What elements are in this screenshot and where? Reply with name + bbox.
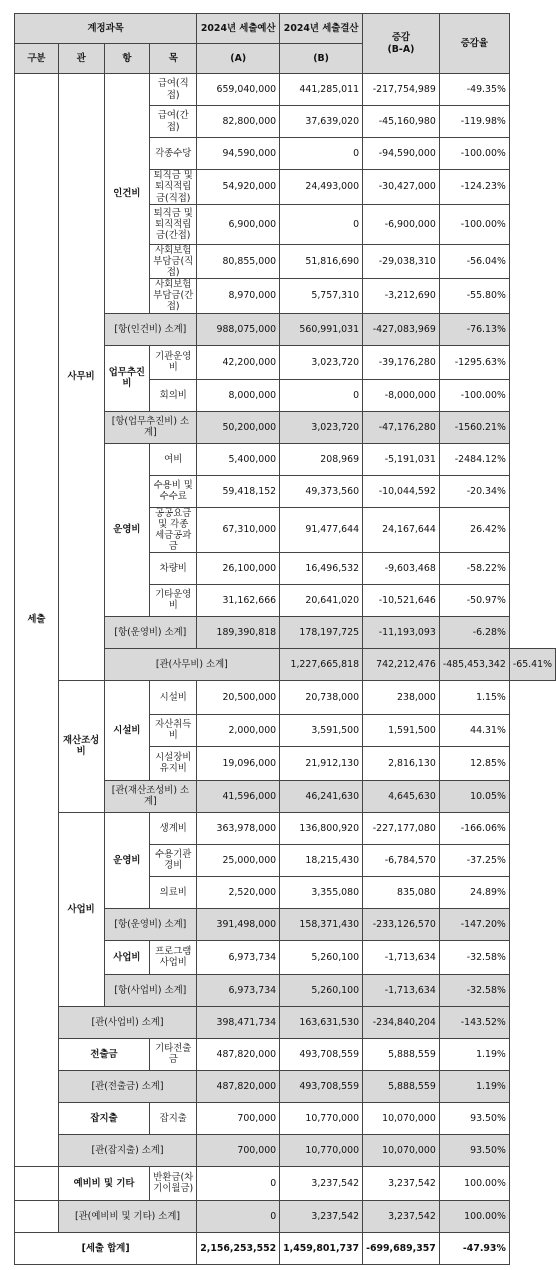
settlement-cell: 20,641,020 — [280, 584, 363, 616]
diff-cell: -29,038,310 — [363, 245, 440, 279]
rate-cell: -50.97% — [439, 584, 509, 616]
settlement-cell: 493,708,559 — [280, 1038, 363, 1070]
settlement-cell: 3,023,720 — [280, 411, 363, 443]
diff-cell: -427,083,969 — [363, 313, 440, 345]
settlement-cell: 441,285,011 — [280, 74, 363, 106]
settlement-cell: 742,212,476 — [363, 648, 440, 680]
budget-cell: 988,075,000 — [197, 313, 280, 345]
mok-cell: 퇴직금 및 퇴직적립금(직접) — [150, 170, 197, 205]
account-header: 계정과목 — [15, 14, 197, 44]
diff-cell: 2,816,130 — [363, 746, 440, 780]
budget-cell: 659,040,000 — [197, 74, 280, 106]
mok-cell: 시설비 — [150, 680, 197, 714]
mok-cell: 각종수당 — [150, 138, 197, 170]
rate-cell: -1560.21% — [439, 411, 509, 443]
diff-cell: -1,713,634 — [363, 940, 440, 974]
rate-cell: 44.31% — [439, 714, 509, 746]
mok-cell: 기관운영비 — [150, 345, 197, 379]
settlement-cell: 136,800,920 — [280, 812, 363, 844]
budget-cell: 391,498,000 — [197, 908, 280, 940]
diff-cell: -234,840,204 — [363, 1006, 440, 1038]
budget-cell: 6,973,734 — [197, 974, 280, 1006]
subtotal-label: [항(업무추진비) 소계] — [104, 411, 197, 443]
diff-cell: -1,713,634 — [363, 974, 440, 1006]
settlement-cell: 16,496,532 — [280, 552, 363, 584]
budget-cell: 26,100,000 — [197, 552, 280, 584]
settlement-code: (B) — [280, 44, 363, 74]
mok-cell: 사회보험부담금(직접) — [150, 245, 197, 279]
subtotal-label: [항(운영비) 소계] — [104, 616, 197, 648]
subtotal-label: [관(전출금) 소계] — [58, 1070, 196, 1102]
rate-cell: 12.85% — [439, 746, 509, 780]
rate-cell: -1295.63% — [439, 345, 509, 379]
mok-header: 목 — [150, 44, 197, 74]
rate-cell: -147.20% — [439, 908, 509, 940]
rate-cell: 1.19% — [439, 1070, 509, 1102]
settlement-cell: 3,023,720 — [280, 345, 363, 379]
diff-cell: -94,590,000 — [363, 138, 440, 170]
settlement-cell: 0 — [280, 379, 363, 411]
rate-cell: 1.15% — [439, 680, 509, 714]
table-row — [15, 680, 556, 714]
diff-cell: -11,193,093 — [363, 616, 440, 648]
diff-cell: 10,070,000 — [363, 1134, 440, 1166]
diff-cell: 4,645,630 — [363, 780, 440, 812]
diff-cell: -233,126,570 — [363, 908, 440, 940]
mok-cell: 기타운영비 — [150, 584, 197, 616]
subtotal-label: [관(사업비) 소계] — [58, 1006, 196, 1038]
diff-cell: 5,888,559 — [363, 1038, 440, 1070]
hang-ingeonbi: 인건비 — [104, 74, 150, 314]
settlement-cell: 1,459,801,737 — [280, 1232, 363, 1264]
mok-cell: 급여(간접) — [150, 106, 197, 138]
gubun-sechul: 세출 — [15, 74, 59, 1167]
budget-cell: 398,471,734 — [197, 1006, 280, 1038]
settlement-cell: 208,969 — [280, 443, 363, 475]
diff-header-label: 증감 — [391, 32, 410, 44]
mok-cell: 수용기관경비 — [150, 844, 197, 876]
subtotal-label: [항(사업비) 소계] — [104, 974, 197, 1006]
settlement-cell: 493,708,559 — [280, 1070, 363, 1102]
budget-cell: 25,000,000 — [197, 844, 280, 876]
hang-eopmu: 업무추진비 — [104, 345, 150, 411]
settlement-cell: 18,215,430 — [280, 844, 363, 876]
settlement-cell: 24,493,000 — [280, 170, 363, 205]
hang-saeopbi: 사업비 — [104, 940, 150, 974]
mok-cell: 여비 — [150, 443, 197, 475]
gwan-subtotal-row — [15, 1134, 556, 1166]
budget-cell: 80,855,000 — [197, 245, 280, 279]
settlement-cell: 0 — [280, 138, 363, 170]
budget-cell: 1,227,665,818 — [280, 648, 363, 680]
mok-cell: 잡지출 — [150, 1102, 197, 1134]
budget-cell: 2,000,000 — [197, 714, 280, 746]
rate-cell: 10.05% — [439, 780, 509, 812]
rate-cell: -56.04% — [439, 245, 509, 279]
rate-cell: 26.42% — [439, 507, 509, 552]
table-row — [15, 1102, 556, 1134]
mok-cell: 의료비 — [150, 876, 197, 908]
budget-cell: 54,920,000 — [197, 170, 280, 205]
rate-cell: -124.23% — [439, 170, 509, 205]
rate-cell: -20.34% — [439, 475, 509, 507]
subtotal-label: [관(예비비 및 기타) 소계] — [58, 1200, 196, 1232]
rate-cell: -58.22% — [439, 552, 509, 584]
settlement-cell: 46,241,630 — [280, 780, 363, 812]
mok-cell: 시설장비유지비 — [150, 746, 197, 780]
diff-cell: -30,427,000 — [363, 170, 440, 205]
gwan-jaesan: 재산조성비 — [58, 680, 104, 812]
budget-cell: 59,418,152 — [197, 475, 280, 507]
budget-cell: 67,310,000 — [197, 507, 280, 552]
settlement-cell: 91,477,644 — [280, 507, 363, 552]
budget-cell: 700,000 — [197, 1134, 280, 1166]
diff-cell: 3,237,542 — [363, 1200, 440, 1232]
subtotal-label: [관(잡지출) 소계] — [58, 1134, 196, 1166]
rate-cell: 93.50% — [439, 1102, 509, 1134]
budget-cell: 0 — [197, 1200, 280, 1232]
diff-cell: -6,784,570 — [363, 844, 440, 876]
table-row — [15, 1038, 556, 1070]
budget-cell: 94,590,000 — [197, 138, 280, 170]
grand-total-label: [세출 합계] — [15, 1232, 197, 1264]
diff-cell: 3,237,542 — [363, 1166, 440, 1200]
rate-cell: -32.58% — [439, 940, 509, 974]
gubun-header: 구분 — [15, 44, 59, 74]
gubun-blank — [15, 1166, 59, 1200]
rate-cell: 100.00% — [439, 1200, 509, 1232]
rate-cell: 24.89% — [439, 876, 509, 908]
diff-cell: 1,591,500 — [363, 714, 440, 746]
diff-cell: -5,191,031 — [363, 443, 440, 475]
settlement-cell: 178,197,725 — [280, 616, 363, 648]
rate-cell: -100.00% — [439, 138, 509, 170]
settlement-cell: 158,371,430 — [280, 908, 363, 940]
budget-cell: 0 — [197, 1166, 280, 1200]
budget-cell: 20,500,000 — [197, 680, 280, 714]
rate-cell: -76.13% — [439, 313, 509, 345]
diff-cell: -45,160,980 — [363, 106, 440, 138]
budget-cell: 82,800,000 — [197, 106, 280, 138]
settlement-cell: 10,770,000 — [280, 1102, 363, 1134]
diff-cell: -217,754,989 — [363, 74, 440, 106]
diff-cell: -699,689,357 — [363, 1232, 440, 1264]
rate-cell: -49.35% — [439, 74, 509, 106]
settlement-header: 2024년 세출결산 — [280, 14, 363, 44]
diff-cell: -485,453,342 — [439, 648, 509, 680]
mok-cell: 급여(직접) — [150, 74, 197, 106]
mok-cell: 프로그램 사업비 — [150, 940, 197, 974]
rate-cell: -6.28% — [439, 616, 509, 648]
diff-cell: -3,212,690 — [363, 279, 440, 313]
rate-cell: -119.98% — [439, 106, 509, 138]
subtotal-label: [항(인건비) 소계] — [104, 313, 197, 345]
subtotal-label: [관(사무비) 소계] — [104, 648, 280, 680]
settlement-cell: 51,816,690 — [280, 245, 363, 279]
budget-cell: 487,820,000 — [197, 1038, 280, 1070]
rate-cell: 1.19% — [439, 1038, 509, 1070]
diff-cell: -47,176,280 — [363, 411, 440, 443]
table-row — [15, 74, 556, 106]
budget-cell: 363,978,000 — [197, 812, 280, 844]
budget-cell: 42,200,000 — [197, 345, 280, 379]
budget-cell: 19,096,000 — [197, 746, 280, 780]
gwan-header: 관 — [58, 44, 104, 74]
settlement-cell: 0 — [280, 205, 363, 245]
gwan-subtotal-row — [15, 1006, 556, 1038]
budget-cell: 41,596,000 — [197, 780, 280, 812]
hang-unyeong: 운영비 — [104, 443, 150, 616]
diff-cell: -227,177,080 — [363, 812, 440, 844]
diff-cell: 835,080 — [363, 876, 440, 908]
header-row-1 — [15, 14, 556, 44]
budget-cell: 5,400,000 — [197, 443, 280, 475]
diff-cell: 238,000 — [363, 680, 440, 714]
budget-cell: 2,520,000 — [197, 876, 280, 908]
gwan-japji: 잡지출 — [58, 1102, 149, 1134]
rate-cell: 100.00% — [439, 1166, 509, 1200]
diff-cell: -10,044,592 — [363, 475, 440, 507]
settlement-cell: 5,757,310 — [280, 279, 363, 313]
diff-cell: 5,888,559 — [363, 1070, 440, 1102]
expenditure-table-container — [14, 13, 556, 1265]
gwan-subtotal-row — [15, 1200, 556, 1232]
rate-cell: -2484.12% — [439, 443, 509, 475]
mok-cell: 차량비 — [150, 552, 197, 584]
diff-cell: -9,603,468 — [363, 552, 440, 584]
budget-cell: 487,820,000 — [197, 1070, 280, 1102]
rate-cell: -55.80% — [439, 279, 509, 313]
budget-cell: 31,162,666 — [197, 584, 280, 616]
hang-siseolbi: 시설비 — [104, 680, 150, 780]
grand-total-row — [15, 1232, 556, 1264]
budget-cell: 189,390,818 — [197, 616, 280, 648]
subtotal-label: [관(재산조성비) 소계] — [104, 780, 197, 812]
budget-header: 2024년 세출예산 — [197, 14, 280, 44]
diff-cell: -8,000,000 — [363, 379, 440, 411]
hang-unyeong-2: 운영비 — [104, 812, 150, 908]
gubun-blank — [15, 1200, 59, 1232]
budget-cell: 6,973,734 — [197, 940, 280, 974]
budget-code: (A) — [197, 44, 280, 74]
rate-cell: -37.25% — [439, 844, 509, 876]
mok-cell: 회의비 — [150, 379, 197, 411]
settlement-cell: 37,639,020 — [280, 106, 363, 138]
budget-cell: 8,970,000 — [197, 279, 280, 313]
gwan-yebi: 예비비 및 기타 — [58, 1166, 149, 1200]
diff-header — [363, 14, 440, 74]
settlement-cell: 163,631,530 — [280, 1006, 363, 1038]
settlement-cell: 3,355,080 — [280, 876, 363, 908]
subtotal-label: [항(운영비) 소계] — [104, 908, 197, 940]
hang-header: 항 — [104, 44, 150, 74]
settlement-cell: 560,991,031 — [280, 313, 363, 345]
rate-header: 증감율 — [439, 14, 509, 74]
gwan-subtotal-row — [15, 1070, 556, 1102]
settlement-cell: 49,373,560 — [280, 475, 363, 507]
mok-cell: 생계비 — [150, 812, 197, 844]
budget-cell: 700,000 — [197, 1102, 280, 1134]
diff-cell: -10,521,646 — [363, 584, 440, 616]
settlement-cell: 21,912,130 — [280, 746, 363, 780]
budget-cell: 6,900,000 — [197, 205, 280, 245]
rate-cell: -143.52% — [439, 1006, 509, 1038]
settlement-cell: 3,591,500 — [280, 714, 363, 746]
budget-cell: 8,000,000 — [197, 379, 280, 411]
rate-cell: -47.93% — [439, 1232, 509, 1264]
diff-header-code: (B-A) — [387, 43, 415, 55]
mok-cell: 자산취득비 — [150, 714, 197, 746]
table-row — [15, 812, 556, 844]
rate-cell: -100.00% — [439, 379, 509, 411]
settlement-cell: 20,738,000 — [280, 680, 363, 714]
mok-cell: 반환금(차기이월금) — [150, 1166, 197, 1200]
budget-cell: 2,156,253,552 — [197, 1232, 280, 1264]
settlement-cell: 3,237,542 — [280, 1200, 363, 1232]
gwan-jeonchul: 전출금 — [58, 1038, 149, 1070]
budget-cell: 50,200,000 — [197, 411, 280, 443]
diff-cell: 10,070,000 — [363, 1102, 440, 1134]
table-row — [15, 1166, 556, 1200]
rate-cell: -32.58% — [439, 974, 509, 1006]
diff-cell: -6,900,000 — [363, 205, 440, 245]
gwan-samubi: 사무비 — [58, 74, 104, 681]
diff-cell: 24,167,644 — [363, 507, 440, 552]
mok-cell: 사회보험부담금(간접) — [150, 279, 197, 313]
settlement-cell: 5,260,100 — [280, 940, 363, 974]
settlement-cell: 5,260,100 — [280, 974, 363, 1006]
mok-cell: 기타전출금 — [150, 1038, 197, 1070]
diff-cell: -39,176,280 — [363, 345, 440, 379]
mok-cell: 공공요금 및 각종 세금공과금 — [150, 507, 197, 552]
gwan-saeopbi: 사업비 — [58, 812, 104, 1006]
rate-cell: -65.41% — [509, 648, 555, 680]
mok-cell: 퇴직금 및 퇴직적립금(간접) — [150, 205, 197, 245]
expenditure-settlement-table — [14, 13, 556, 1265]
settlement-cell: 10,770,000 — [280, 1134, 363, 1166]
rate-cell: 93.50% — [439, 1134, 509, 1166]
mok-cell: 수용비 및 수수료 — [150, 475, 197, 507]
rate-cell: -100.00% — [439, 205, 509, 245]
rate-cell: -166.06% — [439, 812, 509, 844]
settlement-cell: 3,237,542 — [280, 1166, 363, 1200]
